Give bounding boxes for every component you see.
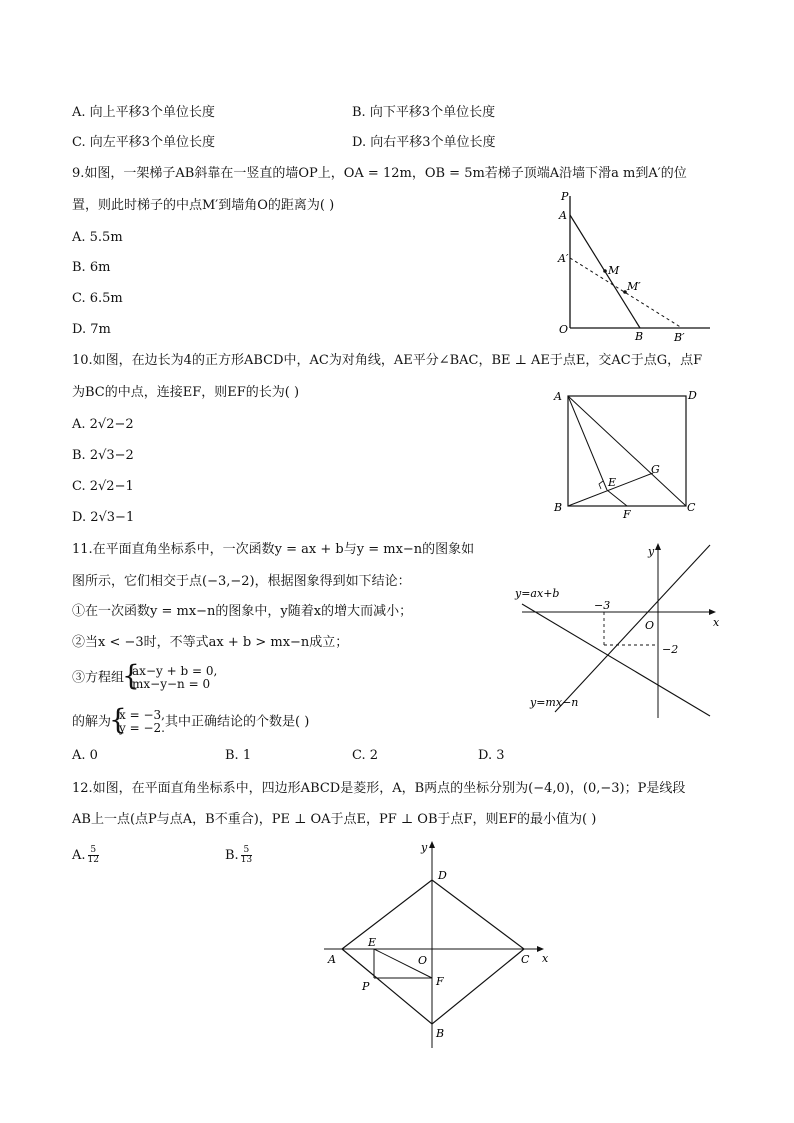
q10-option-a: A. 2√2−2 <box>72 417 134 432</box>
label-a: A <box>554 390 562 403</box>
q8-option-b: B. 向下平移3个单位长度 <box>352 105 496 120</box>
q11-option-a: A. 0 <box>72 748 98 763</box>
q11-stem-line2: 图所示，它们相交于点(−3,−2)，根据图象得到如下结论： <box>72 574 411 589</box>
q12-option-a-num: 5 <box>88 846 99 856</box>
q10-option-b: B. 2√3−2 <box>72 448 134 463</box>
y-axis-arrow <box>655 543 661 550</box>
q11-conclusion-4 <box>72 709 309 735</box>
label-y: y <box>648 545 655 558</box>
q11-sys1-eq1: { ax−y + b = 0, <box>132 664 218 678</box>
label-p: P <box>561 190 569 203</box>
q11-sys2-eq1: { x = −3, <box>119 708 165 722</box>
q11-c4-prefix: 的解为 <box>72 714 112 730</box>
rhombus-abcd <box>342 880 524 1024</box>
q11-conclusion-2: ②当x < −3时，不等式ax + b > mx−n成立； <box>72 635 349 650</box>
label-e: E <box>368 936 377 949</box>
label-m: M <box>608 264 620 277</box>
label-c: C <box>521 953 530 966</box>
segment-ae <box>568 396 607 490</box>
q9-option-d: D. 7m <box>72 322 111 337</box>
q11-system-1 <box>124 665 217 691</box>
label-line1: y=ax+b <box>515 587 560 600</box>
q12-option-b-num: 5 <box>241 846 252 856</box>
label-p: P <box>362 980 370 993</box>
point-m <box>603 269 607 273</box>
label-b: B <box>436 1027 445 1040</box>
y-axis-arrow <box>429 841 435 848</box>
q12-option-a <box>72 846 99 865</box>
q11-sys1-eq2: mx−y−n = 0 <box>132 677 211 691</box>
label-m2: M′ <box>627 280 641 293</box>
label-ym2: −2 <box>662 643 679 656</box>
q8-option-d: D. 向右平移3个单位长度 <box>352 135 496 150</box>
q12-option-a-label: A. <box>72 848 86 863</box>
q12-stem-line2: AB上一点(点P与点A，B不重合)，PE ⊥ OA于点E，PF ⊥ OB于点F，则EF的最小值为( ) <box>72 812 597 827</box>
q11-system-2 <box>111 709 165 735</box>
diagonal-ac <box>568 396 686 506</box>
q12-option-a-fraction <box>88 846 99 865</box>
q12-option-a-den: 12 <box>87 855 99 865</box>
q12-option-b-label: B. <box>225 848 239 863</box>
q8-option-c: C. 向左平移3个单位长度 <box>72 135 216 150</box>
q11-stem-line1: 11.在平面直角坐标系中，一次函数y = ax + b与y = mx−n的图象如 <box>72 542 475 557</box>
label-o: O <box>559 323 569 336</box>
label-a2: A′ <box>558 252 569 265</box>
q9-option-b: B. 6m <box>72 260 111 275</box>
right-angle-mark <box>599 481 603 489</box>
q10-stem-line1: 10.如图，在边长为4的正方形ABCD中，AC为对角线，AE平分∠BAC，BE ⊥ AE于点E，交AC于点G，点F <box>72 353 703 368</box>
q11-figure <box>510 540 730 725</box>
q11-conclusion-1: ①在一次函数y = mx−n的图象中，y随着x的增大而减小； <box>72 604 413 619</box>
q11-c4-suffix: 其中正确结论的个数是( ) <box>164 714 310 730</box>
q10-figure <box>548 385 708 520</box>
q10-stem-line2: 为BC的中点，连接EF，则EF的长为( ) <box>72 385 300 400</box>
x-axis-arrow <box>709 609 716 615</box>
q12-option-b-fraction <box>241 846 252 865</box>
label-xm3: −3 <box>594 599 611 612</box>
q10-option-c: C. 2√2−1 <box>72 479 134 494</box>
q11-option-c: C. 2 <box>352 748 379 763</box>
q9-stem-line1: 9.如图，一架梯子AB斜靠在一竖直的墙OP上，OA = 12m，OB = 5m若梯子顶端A沿墙下滑a m到A′的位 <box>72 166 687 181</box>
q12-stem-line1: 12.如图，在平面直角坐标系中，四边形ABCD是菱形，A，B两点的坐标分别为(−4,0)，(0,−3)；P是线段 <box>72 781 686 796</box>
label-a: A <box>559 209 567 222</box>
label-line2: y=mx−n <box>530 696 579 709</box>
label-a: A <box>328 953 336 966</box>
q11-sys2-eq2: y = −2. <box>119 721 165 735</box>
label-c: C <box>687 501 696 514</box>
label-f: F <box>623 508 631 520</box>
label-b2: B′ <box>674 331 685 344</box>
label-y: y <box>421 841 428 854</box>
q9-option-c: C. 6.5m <box>72 291 123 306</box>
q8-option-a: A. 向上平移3个单位长度 <box>72 105 215 120</box>
label-d: D <box>438 869 447 882</box>
q9-figure <box>550 188 720 348</box>
label-b: B <box>635 330 644 343</box>
q9-stem-line2: 置，则此时梯子的中点M′到墙角O的距离为( ) <box>72 198 335 213</box>
label-d: D <box>688 389 697 402</box>
segment-ef <box>607 490 627 506</box>
q10-option-d: D. 2√3−1 <box>72 510 135 525</box>
label-o: O <box>418 954 428 967</box>
q11-option-b: B. 1 <box>225 748 252 763</box>
q12-option-b-den: 13 <box>240 855 253 865</box>
label-b: B <box>554 501 563 514</box>
q12-option-b <box>225 846 252 865</box>
q9-option-a: A. 5.5m <box>72 230 123 245</box>
label-g: G <box>651 463 660 476</box>
label-o: O <box>645 619 655 632</box>
label-e: E <box>608 476 617 489</box>
line-ax-b <box>555 545 710 712</box>
q12-figure <box>318 836 558 1056</box>
label-x: x <box>542 952 549 965</box>
q11-conclusion-3 <box>72 665 217 691</box>
q11-c3-prefix: ③方程组 <box>72 670 125 686</box>
q11-option-d: D. 3 <box>478 748 505 763</box>
label-f: F <box>436 975 444 988</box>
label-x: x <box>713 616 720 629</box>
